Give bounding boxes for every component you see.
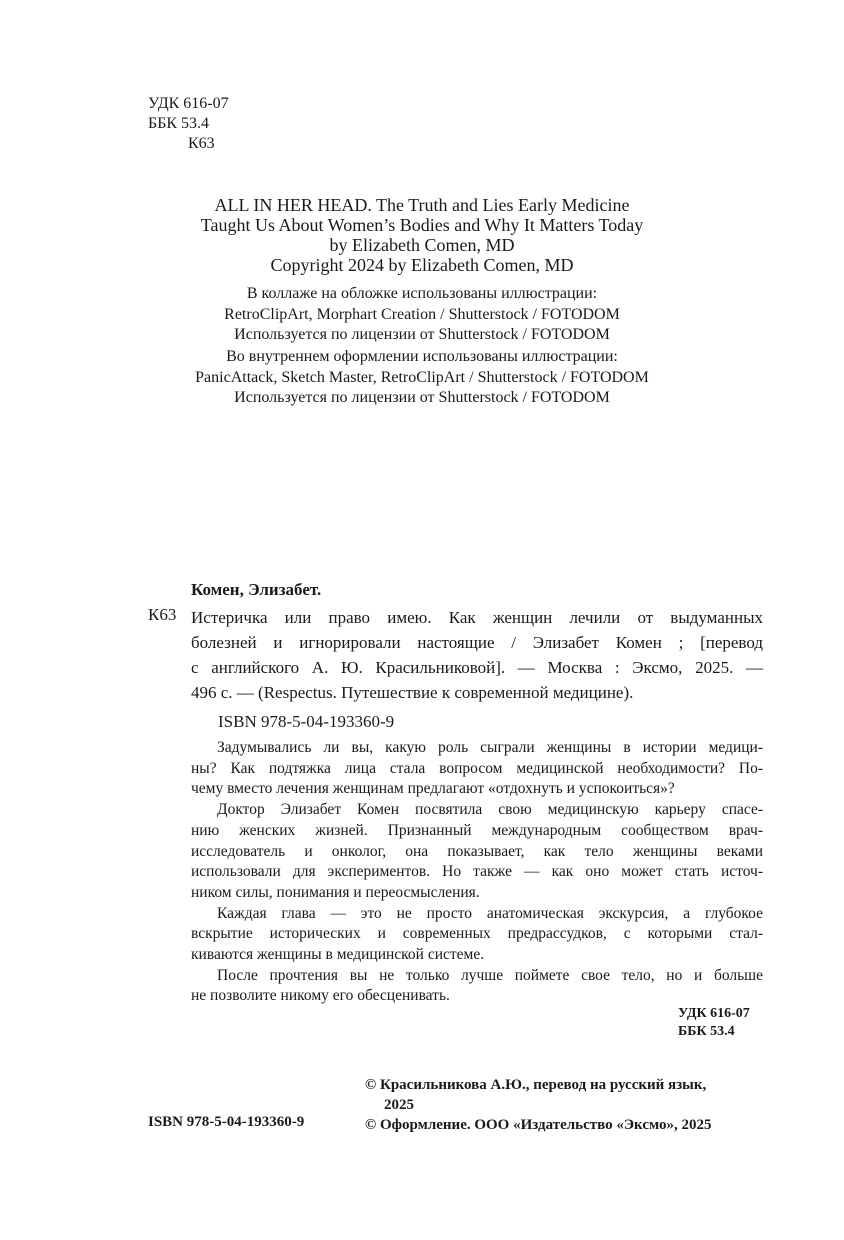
design-copyright: © Оформление. ООО «Издательство «Эксмо», 2025 [365,1117,712,1133]
annotation-line: Доктор Элизабет Комен посвятила свою медицинскую карьеру спасе- [217,801,763,819]
annotation-line: ны? Как подтяжка лица стала вопросом медицинской необходимости? По- [191,759,763,777]
annotation-line: вскрытие исторических и современных предрассудков, с которыми стал- [191,925,763,943]
credit-line: В коллаже на обложке использованы иллюстрации: [246,285,598,302]
annotation-line: После прочтения вы не только лучше поймете свое тело, но и больше [217,966,763,984]
original-edition-info [120,195,724,275]
annotation-line: использовали для экспериментов. Но также — как оно может стать источ- [191,863,763,881]
udk-code: УДК 616-07 [678,1006,750,1021]
biblio-line: болезней и игнорировали настоящие / Элизабет Комен ; [перевод [191,633,763,652]
annotation-line: Каждая глава — это не просто анатомическая экскурсия, а глубокое [217,904,763,922]
annotation [191,738,763,1007]
interior-illustration-credits [120,347,724,409]
annotation-line: ником силы, понимания и переосмысления. [191,883,480,901]
annotation-line: не позволите никому его обесценивать. [191,987,450,1005]
bottom-isbn: ISBN 978-5-04-193360-9 [148,1114,305,1130]
biblio-line: с английского А. Ю. Красильниковой]. — Москва : Эксмо, 2025. — [191,658,763,677]
translation-copyright-year: 2025 [384,1097,414,1113]
annotation-line: исследователь и онколог, она показывает, как тело женщины веками [191,842,763,860]
original-title-line: Taught Us About Women’s Bodies and Why It Matters Today [200,215,644,235]
annotation-paragraph [191,800,763,904]
classification-codes [148,94,229,154]
annotation-line: Задумывались ли вы, какую роль сыграли женщины в истории медици- [217,739,763,756]
catalog-author: Комен, Элизабет. [191,580,322,599]
bibliographic-description [191,605,763,705]
credit-line: Используется по лицензии от Shutterstock / FOTODOM [234,326,610,344]
catalog-author-mark: К63 [148,605,177,624]
credit-line: Во внутреннем оформлении использованы иллюстрации: [226,348,618,365]
credit-line: RetroClipArt, Morphart Creation / Shutterstock / FOTODOM [224,305,620,323]
annotation-paragraph [191,904,763,966]
annotation-paragraph [191,738,763,800]
annotation-line: чему вместо лечения женщинам предлагают «отдохнуть и успокоиться»? [191,780,675,798]
original-title-line: ALL IN HER HEAD. The Truth and Lies Early Medicine [214,195,630,215]
original-copyright-line: Copyright 2024 by Elizabeth Comen, MD [270,255,574,275]
copyright-notices [365,1075,712,1135]
credit-line: Используется по лицензии от Shutterstock / FOTODOM [234,389,610,407]
credit-line: PanicAttack, Sketch Master, RetroClipArt / Shutterstock / FOTODOM [195,368,649,386]
annotation-line: киваются женщины в медицинской системе. [191,946,485,964]
bbk-code: ББК 53.4 [148,115,210,132]
annotation-paragraph [191,966,763,1007]
biblio-line: Истеричка или право имею. Как женщин лечили от выдуманных [191,608,763,627]
udk-code: УДК 616-07 [148,95,229,112]
catalog-isbn: ISBN 978-5-04-193360-9 [218,712,395,731]
cover-illustration-credits [120,284,724,346]
bbk-code: ББК 53.4 [678,1024,735,1039]
annotation-line: нию женских жизней. Признанный международным сообществом врач- [191,821,763,839]
author-mark: К63 [188,135,215,152]
biblio-line: 496 с. — (Respectus. Путешествие к современной медицине). [191,683,634,702]
translation-copyright: © Красильникова А.Ю., перевод на русский язык, [365,1077,707,1093]
repeat-classification-codes [678,1005,750,1041]
original-author-line: by Elizabeth Comen, MD [329,235,515,255]
